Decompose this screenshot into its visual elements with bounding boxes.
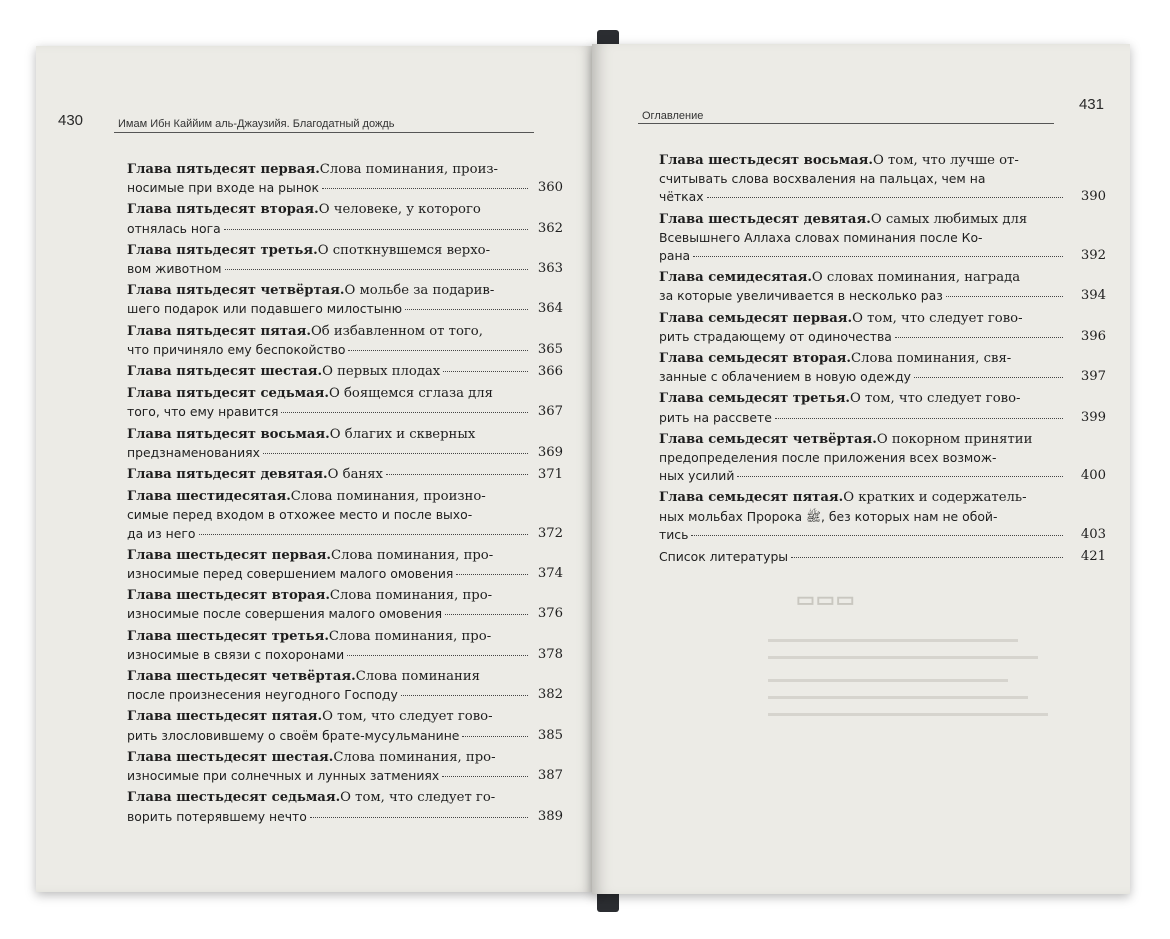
toc-entry-line bbox=[659, 229, 1066, 247]
dot-leader bbox=[691, 535, 1063, 536]
header-rule bbox=[638, 123, 1054, 124]
chapter-title-text: занные с облачением в новую одежду bbox=[659, 369, 911, 385]
toc-entry-line bbox=[127, 444, 531, 462]
toc-entry-line bbox=[127, 547, 531, 565]
toc-entry-line bbox=[127, 525, 531, 543]
chapter-label: Глава семьдесят пятая. bbox=[659, 490, 844, 506]
toc-entry bbox=[127, 385, 563, 421]
dot-leader bbox=[442, 776, 528, 777]
toc-entry bbox=[127, 466, 563, 484]
chapter-label: Глава шестьдесят вторая. bbox=[127, 588, 330, 604]
toc-entry-line bbox=[127, 201, 531, 219]
table-of-contents bbox=[127, 161, 563, 830]
toc-entry bbox=[659, 431, 1106, 486]
toc-entry bbox=[127, 789, 563, 825]
chapter-label: Глава пятьдесят пятая. bbox=[127, 323, 311, 339]
toc-entry-line bbox=[127, 749, 531, 767]
chapter-label: Глава шестьдесят шестая. bbox=[127, 749, 334, 765]
chapter-title-text: рить злословившему о своём брате-мусульманине bbox=[127, 727, 460, 743]
chapter-title-text: Слова поминания, произ- bbox=[319, 162, 499, 177]
toc-page-number: 421 bbox=[1080, 549, 1106, 565]
toc-page-number: 385 bbox=[537, 727, 563, 743]
chapter-label: Глава семидесятая. bbox=[659, 270, 812, 286]
toc-entry bbox=[659, 548, 1106, 566]
toc-page-number: 392 bbox=[1080, 248, 1106, 264]
dot-leader bbox=[895, 337, 1063, 338]
chapter-title-text: шего подарок или подавшего милостыню bbox=[127, 301, 403, 317]
chapter-title-text: чётках bbox=[659, 189, 704, 205]
chapter-title-text: что причиняло ему беспокойство bbox=[127, 341, 346, 357]
toc-page-number: 367 bbox=[537, 404, 563, 420]
toc-entry-line bbox=[127, 161, 531, 179]
toc-entry-line bbox=[127, 808, 531, 826]
dot-leader bbox=[914, 377, 1063, 378]
chapter-title-text: ных усилий bbox=[659, 468, 735, 484]
chapter-title-text: Об избавленном от того, bbox=[310, 323, 483, 339]
toc-entry-line bbox=[127, 488, 531, 506]
toc-entry bbox=[127, 161, 563, 197]
toc-entry-line bbox=[127, 789, 531, 807]
chapter-label: Глава шестьдесят первая. bbox=[127, 547, 331, 563]
chapter-title-text: Слова поминания, про- bbox=[330, 547, 494, 563]
toc-entry-line bbox=[127, 260, 531, 278]
toc-entry bbox=[127, 282, 563, 318]
toc-entry-line bbox=[659, 409, 1066, 427]
toc-page-number: 371 bbox=[537, 467, 563, 483]
chapter-label: Глава пятьдесят шестая. bbox=[127, 364, 323, 380]
right-page bbox=[592, 44, 1130, 894]
toc-entry-line bbox=[127, 727, 531, 745]
toc-entry-line bbox=[659, 211, 1066, 229]
dot-leader bbox=[456, 574, 528, 575]
toc-entry-line bbox=[127, 341, 531, 359]
toc-page-number: 403 bbox=[1080, 526, 1106, 542]
toc-entry-line bbox=[127, 708, 531, 726]
toc-entry bbox=[659, 211, 1106, 266]
toc-entry bbox=[127, 708, 563, 744]
chapter-title-text: за которые увеличивается в несколько раз bbox=[659, 288, 943, 304]
running-head: Имам Ибн Каййим аль-Джаузийя. Благодатный дождь bbox=[118, 118, 395, 130]
toc-entry bbox=[659, 269, 1106, 305]
chapter-label: Глава шестьдесят седьмая. bbox=[127, 790, 341, 806]
dot-leader bbox=[401, 695, 528, 696]
chapter-title-text: Слова поминания, про- bbox=[333, 749, 496, 765]
chapter-title-text: О мольбе за подарив- bbox=[344, 283, 495, 299]
toc-page-number: 372 bbox=[537, 525, 563, 541]
chapter-title-text: того, что ему нравится bbox=[127, 404, 279, 420]
toc-page-number: 366 bbox=[537, 364, 563, 380]
chapter-title-text: предопределения после приложения всех возмож- bbox=[659, 450, 997, 466]
chapter-title-text: О боящемся сглаза для bbox=[328, 386, 494, 402]
chapter-title-text: да из него bbox=[127, 525, 196, 541]
chapter-title-text: Слова поминания bbox=[355, 669, 480, 685]
toc-entry bbox=[659, 310, 1106, 346]
chapter-title-text: Слова поминания, про- bbox=[329, 588, 493, 604]
chapter-title-text: рить на рассвете bbox=[659, 409, 772, 425]
toc-page-number: 378 bbox=[537, 646, 563, 662]
chapter-title-text: износимые перед совершением малого омовения bbox=[127, 566, 454, 582]
toc-entry-line bbox=[659, 449, 1066, 467]
toc-entry-line bbox=[659, 152, 1066, 170]
chapter-label: Глава пятьдесят первая. bbox=[127, 162, 320, 177]
toc-entry-line bbox=[659, 310, 1066, 328]
toc-page-number: 376 bbox=[537, 606, 563, 622]
toc-entry-line bbox=[127, 385, 531, 403]
dot-leader bbox=[347, 655, 528, 656]
chapter-title-text: О первых плодах bbox=[322, 364, 441, 380]
toc-page-number: 365 bbox=[537, 341, 563, 357]
toc-entry-line bbox=[659, 287, 1066, 305]
toc-entry-line bbox=[659, 247, 1066, 265]
toc-entry bbox=[127, 201, 563, 237]
chapter-label: Глава пятьдесят третья. bbox=[127, 242, 318, 258]
publisher-logo-faint: ▭▭▭ bbox=[796, 589, 856, 611]
toc-entry-line bbox=[659, 467, 1066, 485]
chapter-title-text: износимые при солнечных и лунных затмениях bbox=[127, 768, 440, 784]
toc-entry-line bbox=[127, 242, 531, 260]
toc-entry-line bbox=[127, 767, 531, 785]
imprint-bleedthrough bbox=[768, 629, 1058, 716]
toc-entry bbox=[127, 547, 563, 583]
chapter-label: Глава шестьдесят третья. bbox=[127, 628, 329, 644]
toc-entry bbox=[127, 363, 563, 381]
toc-entry-line bbox=[659, 350, 1066, 368]
page-number: 430 bbox=[58, 112, 84, 129]
table-of-contents bbox=[659, 152, 1106, 570]
chapter-title-text: О благих и скверных bbox=[329, 426, 476, 442]
toc-page-number: 374 bbox=[537, 566, 563, 582]
toc-page-number: 369 bbox=[537, 444, 563, 460]
chapter-title-text: тись bbox=[659, 526, 689, 542]
toc-page-number: 387 bbox=[537, 768, 563, 784]
dot-leader bbox=[462, 736, 528, 737]
toc-entry-line bbox=[127, 300, 531, 318]
toc-entry-line bbox=[659, 269, 1066, 287]
toc-entry-line bbox=[127, 565, 531, 583]
toc-entry bbox=[659, 350, 1106, 386]
chapter-title-text: износимые в связи с похоронами bbox=[127, 646, 345, 662]
chapter-title-text: Слова поминания, свя- bbox=[851, 351, 1012, 367]
dot-leader bbox=[263, 453, 528, 454]
toc-page-number: 389 bbox=[537, 808, 563, 824]
running-head: Оглавление bbox=[642, 110, 704, 122]
toc-page-number: 390 bbox=[1080, 189, 1106, 205]
chapter-label: Глава шестидесятая. bbox=[127, 489, 291, 505]
toc-entry-line bbox=[659, 390, 1066, 408]
toc-entry-line bbox=[127, 466, 531, 484]
chapter-title-text: Слова поминания, про- bbox=[328, 628, 492, 644]
toc-entry-line bbox=[659, 431, 1066, 449]
toc-page-number: 382 bbox=[537, 687, 563, 703]
dot-leader bbox=[199, 534, 529, 535]
toc-page-number: 394 bbox=[1080, 288, 1106, 304]
toc-entry-line bbox=[127, 282, 531, 300]
toc-entry bbox=[127, 323, 563, 359]
chapter-title-text: Список литературы bbox=[659, 549, 789, 565]
chapter-title-text: Слова поминания, произно- bbox=[290, 489, 486, 505]
chapter-label: Глава семьдесят первая. bbox=[659, 310, 853, 326]
toc-entry bbox=[127, 488, 563, 543]
toc-page-number: 399 bbox=[1080, 409, 1106, 425]
dot-leader bbox=[386, 474, 528, 475]
chapter-title-text: О том, что следует гово- bbox=[850, 391, 1021, 407]
chapter-title-text: О том, что следует го- bbox=[340, 790, 496, 806]
dot-leader bbox=[224, 229, 528, 230]
dot-leader bbox=[348, 350, 528, 351]
dot-leader bbox=[693, 256, 1063, 257]
toc-page-number: 360 bbox=[537, 180, 563, 196]
dot-leader bbox=[946, 296, 1063, 297]
dot-leader bbox=[443, 371, 528, 372]
dot-leader bbox=[310, 817, 528, 818]
toc-page-number: 397 bbox=[1080, 369, 1106, 385]
chapter-title-text: предзнаменованиях bbox=[127, 444, 260, 460]
toc-entry-line bbox=[127, 628, 531, 646]
chapter-label: Глава семьдесят четвёртая. bbox=[659, 431, 877, 447]
dot-leader bbox=[791, 557, 1063, 558]
chapter-title-text: О том, что лучше от- bbox=[872, 153, 1019, 168]
toc-entry-line bbox=[127, 506, 531, 524]
toc-entry-line bbox=[127, 179, 531, 197]
toc-entry bbox=[127, 426, 563, 462]
chapter-title-text: считывать слова восхваления на пальцах, чем на bbox=[659, 171, 986, 187]
dot-leader bbox=[775, 418, 1063, 419]
chapter-label: Глава шестьдесят пятая. bbox=[127, 709, 323, 725]
chapter-title-text: носимые при входе на рынок bbox=[127, 180, 319, 196]
toc-entry bbox=[127, 587, 563, 623]
chapter-title-text: О человеке, у которого bbox=[318, 202, 481, 218]
chapter-title-text: О споткнувшемся верхо- bbox=[317, 242, 491, 258]
dot-leader bbox=[405, 309, 528, 310]
chapter-title-text: ных мольбах Пророка ﷺ, без которых нам не обой- bbox=[659, 508, 998, 524]
toc-page-number: 396 bbox=[1080, 328, 1106, 344]
toc-entry-line bbox=[127, 363, 531, 381]
toc-entry-line bbox=[127, 668, 531, 686]
chapter-title-text: износимые после совершения малого омовения bbox=[127, 606, 443, 622]
chapter-title-text: вом животном bbox=[127, 261, 222, 277]
chapter-title-text: О том, что следует гово- bbox=[322, 709, 493, 725]
chapter-title-text: ворить потерявшему нечто bbox=[127, 808, 307, 824]
toc-page-number: 364 bbox=[537, 301, 563, 317]
chapter-title-text: рана bbox=[659, 248, 691, 264]
chapter-label: Глава пятьдесят восьмая. bbox=[127, 426, 330, 442]
dot-leader bbox=[737, 476, 1063, 477]
chapter-label: Глава пятьдесят девятая. bbox=[127, 467, 328, 483]
toc-entry-line bbox=[659, 489, 1066, 507]
toc-entry bbox=[659, 152, 1106, 207]
page-number: 431 bbox=[1078, 96, 1104, 113]
left-page bbox=[36, 46, 597, 892]
toc-entry-line bbox=[127, 646, 531, 664]
toc-entry bbox=[127, 749, 563, 785]
toc-entry-line bbox=[127, 587, 531, 605]
chapter-label: Глава шестьдесят четвёртая. bbox=[127, 669, 356, 685]
chapter-title-text: симые перед входом в отхожее место и после выхо- bbox=[127, 507, 473, 523]
chapter-label: Глава шестьдесят восьмая. bbox=[659, 153, 873, 168]
toc-entry-line bbox=[127, 426, 531, 444]
toc-entry-line bbox=[659, 328, 1066, 346]
toc-entry-line bbox=[127, 605, 531, 623]
dot-leader bbox=[281, 412, 528, 413]
chapter-title-text: отнялась нога bbox=[127, 220, 221, 236]
toc-entry-line bbox=[659, 526, 1066, 544]
chapter-title-text: Всевышнего Аллаха словах поминания после Ко- bbox=[659, 229, 983, 245]
header-rule bbox=[114, 132, 534, 133]
chapter-title-text: О банях bbox=[327, 467, 383, 483]
toc-page-number: 363 bbox=[537, 261, 563, 277]
chapter-label: Глава семьдесят вторая. bbox=[659, 351, 852, 367]
toc-entry-line bbox=[127, 403, 531, 421]
chapter-title-text: О том, что следует гово- bbox=[852, 310, 1023, 326]
dot-leader bbox=[225, 269, 528, 270]
chapter-label: Глава семьдесят третья. bbox=[659, 391, 851, 407]
toc-entry-line bbox=[659, 368, 1066, 386]
dot-leader bbox=[445, 614, 528, 615]
chapter-label: Глава пятьдесят четвёртая. bbox=[127, 283, 345, 299]
chapter-label: Глава шестьдесят девятая. bbox=[659, 211, 871, 227]
toc-entry bbox=[659, 390, 1106, 426]
toc-entry-line bbox=[659, 188, 1066, 206]
toc-entry bbox=[659, 489, 1106, 544]
chapter-label: Глава пятьдесят седьмая. bbox=[127, 386, 329, 402]
chapter-title-text: О кратких и содержатель- bbox=[843, 490, 1027, 506]
toc-entry-line bbox=[659, 548, 1066, 566]
toc-page-number: 400 bbox=[1080, 468, 1106, 484]
toc-entry-line bbox=[659, 508, 1066, 526]
chapter-title-text: О самых любимых для bbox=[870, 211, 1028, 227]
dot-leader bbox=[707, 197, 1063, 198]
dot-leader bbox=[322, 188, 528, 189]
chapter-title-text: О покорном принятии bbox=[876, 431, 1033, 447]
chapter-title-text: О словах поминания, награда bbox=[811, 270, 1021, 286]
toc-entry-line bbox=[659, 170, 1066, 188]
toc-entry-line bbox=[127, 323, 531, 341]
toc-page-number: 362 bbox=[537, 220, 563, 236]
toc-entry bbox=[127, 668, 563, 704]
toc-entry bbox=[127, 628, 563, 664]
toc-entry bbox=[127, 242, 563, 278]
chapter-title-text: после произнесения неугодного Господу bbox=[127, 687, 398, 703]
chapter-label: Глава пятьдесят вторая. bbox=[127, 202, 319, 218]
chapter-title-text: рить страдающему от одиночества bbox=[659, 328, 892, 344]
toc-entry-line bbox=[127, 686, 531, 704]
toc-entry-line bbox=[127, 220, 531, 238]
